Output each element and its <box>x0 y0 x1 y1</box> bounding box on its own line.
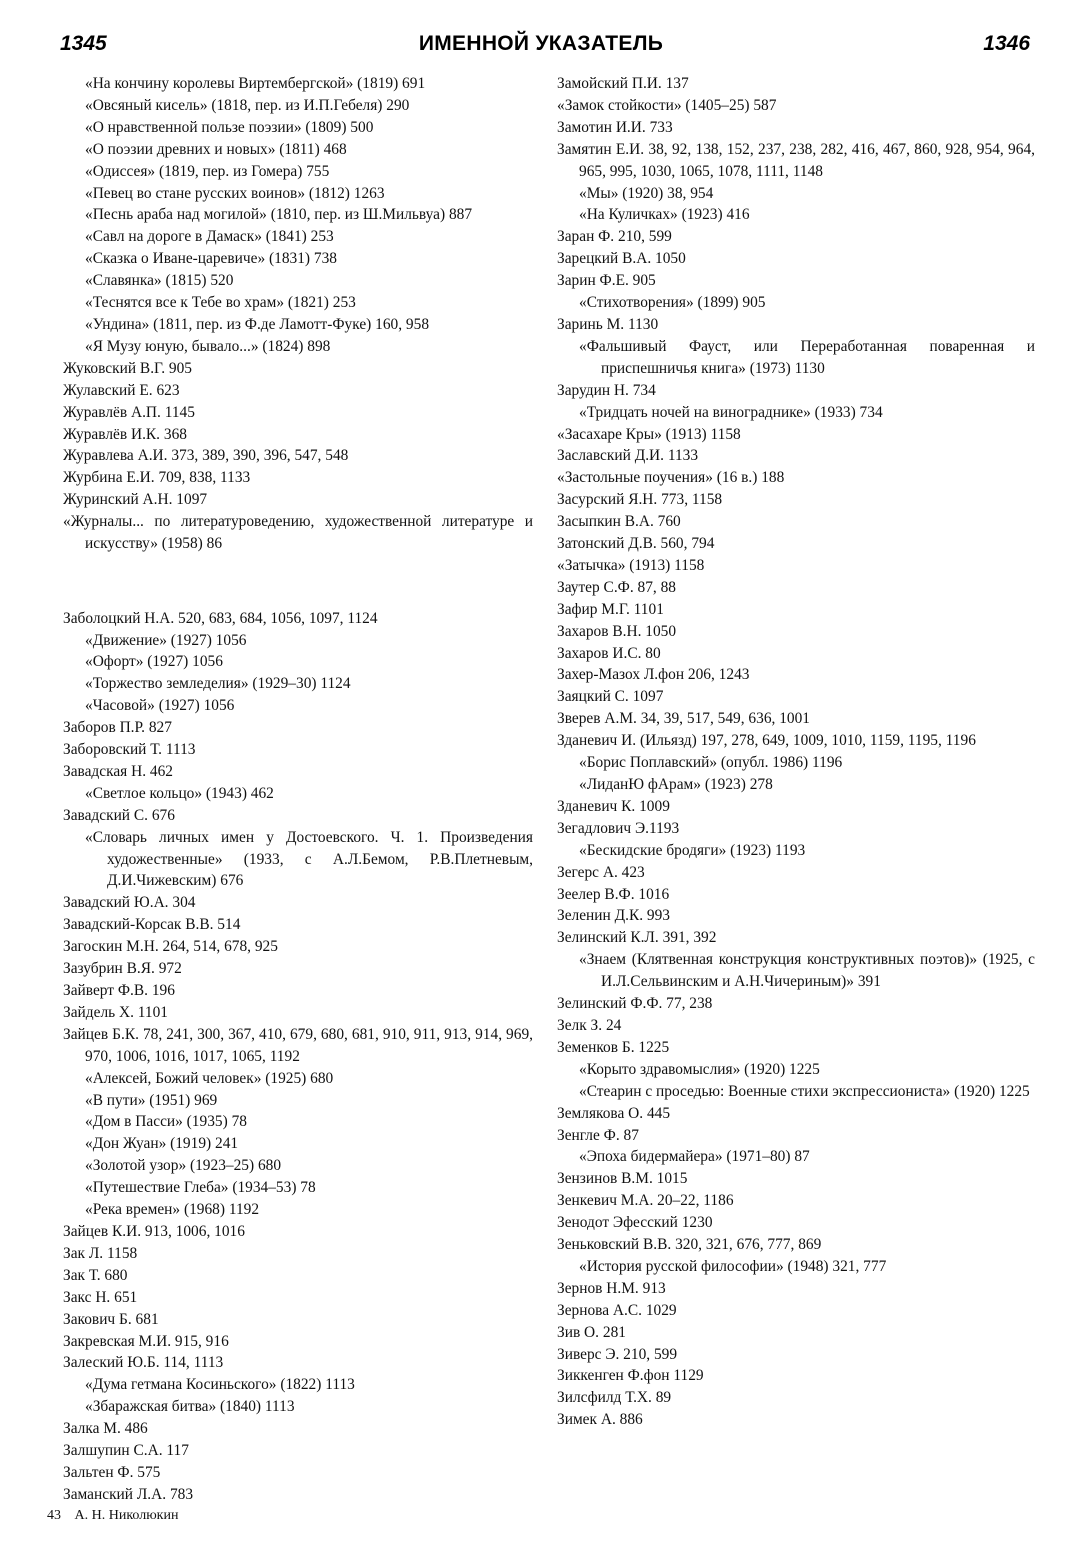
index-entry: Захаров В.Н. 1050 <box>557 622 677 640</box>
index-subentry: «Тридцать ночей на винограднике» (1933) 734 <box>579 403 883 421</box>
index-entry: Закович Б. 681 <box>63 1310 159 1328</box>
index-entry: Зеленин Д.К. 993 <box>557 907 671 925</box>
index-entry: Зайверт Ф.В. 196 <box>63 982 175 1000</box>
index-entry: Зелинский К.Л. 391, 392 <box>557 929 717 947</box>
index-subentry: «В пути» (1951) 969 <box>85 1091 218 1109</box>
page-number-right: 1346 <box>983 32 1030 55</box>
index-subentry: «Борис Поплавский» (опубл. 1986) 1196 <box>579 754 843 772</box>
index-entry: Засурский Я.Н. 773, 1158 <box>557 491 723 509</box>
index-entry: Зенкевич М.А. 20–22, 1186 <box>557 1192 734 1210</box>
index-entry: Зив О. 281 <box>557 1323 626 1341</box>
page-title: ИМЕННОЙ УКАЗАТЕЛЬ <box>418 32 664 55</box>
index-subentry: «Алексей, Божий человек» (1925) 680 <box>85 1069 334 1087</box>
index-entry: Зелк З. 24 <box>557 1016 622 1034</box>
index-subentry: «Словарь личных имен у Достоевского. Ч. 1. Произведения художественные» (1933, с А.Л.Бемом, Р.В.Плетневым, Д.И.Чижевским) 676 <box>85 828 533 890</box>
index-subentry: «О нравственной пользе поэзии» (1809) 500 <box>85 118 374 136</box>
index-subentry: «Часовой» (1927) 1056 <box>85 697 235 715</box>
index-entry: Заславский Д.И. 1133 <box>557 447 699 465</box>
index-entry: Замойский П.И. 137 <box>557 75 689 92</box>
index-entry: Зелинский Ф.Ф. 77, 238 <box>557 995 713 1013</box>
index-subentry: «Знаем (Клятвенная конструкция конструктивных поэтов)» (1925, с И.Л.Сельвинским и А.Н.Чичериным)» 391 <box>579 951 1035 991</box>
index-entry: Заманский Л.А. 783 <box>63 1485 194 1503</box>
index-subentry: «Стихотворения» (1899) 905 <box>579 294 766 312</box>
index-subentry: «Стеарин с проседью: Военные стихи экспрессиониста» (1920) 1225 <box>579 1082 1030 1100</box>
index-entry: Зегерс А. 423 <box>557 863 645 881</box>
index-entry: Зарудин Н. 734 <box>557 381 656 399</box>
index-subentry: «Светлое кольцо» (1943) 462 <box>85 784 274 802</box>
index-entry: Замятин Е.И. 38, 92, 138, 152, 237, 238, 282, 416, 467, 860, 928, 954, 964, 965, 995, 1030, 1065, 1078, 1111, 1148 <box>557 140 1035 180</box>
index-entry: Залеский Ю.Б. 114, 1113 <box>63 1354 224 1372</box>
index-entry: Журавлева А.И. 373, 389, 390, 396, 547, 548 <box>63 447 349 465</box>
index-entry: Заутер С.Ф. 87, 88 <box>557 578 676 596</box>
index-entry: Зенодот Эфесский 1230 <box>557 1214 713 1232</box>
index-entry: Захаров И.С. 80 <box>557 644 661 662</box>
index-subentry: «ЛиданЮ фАрам» (1923) 278 <box>579 776 773 793</box>
index-entry: Зензинов В.М. 1015 <box>557 1170 688 1188</box>
index-entry: Земенков Б. 1225 <box>557 1038 670 1056</box>
index-subentry: «О поэзии древних и новых» (1811) 468 <box>85 140 347 158</box>
index-entry: Зданевич К. 1009 <box>557 797 670 815</box>
index-entry: Заборов П.Р. 827 <box>63 719 172 737</box>
index-column-left <box>63 73 533 1506</box>
index-entry: Заяцкий С. 1097 <box>557 688 664 706</box>
index-entry: Зенгле Ф. 87 <box>557 1126 639 1144</box>
index-entry: Затонский Д.В. 560, 794 <box>557 535 715 553</box>
index-entry: Жулавский Е. 623 <box>63 381 180 399</box>
index-subentry: «Песнь араба над могилой» (1810, пер. из Ш.Мильвуа) 887 <box>85 206 473 224</box>
index-entry: Завадский С. 676 <box>63 806 175 824</box>
index-subentry: «Эпоха бидермайера» (1971–80) 87 <box>579 1148 810 1166</box>
index-entry: Зернова А.С. 1029 <box>557 1301 677 1319</box>
index-subentry: «Теснятся все к Тебе во храм» (1821) 253 <box>85 294 356 312</box>
index-entry: «Застольные поучения» (16 в.) 188 <box>557 469 785 487</box>
index-entry: Завадский-Корсак В.В. 514 <box>63 916 241 934</box>
index-entry: Зайцев К.И. 913, 1006, 1016 <box>63 1222 245 1240</box>
index-entry: Зарецкий В.А. 1050 <box>557 250 686 268</box>
index-subentry: «Путешествие Глеба» (1934–53) 78 <box>85 1179 316 1197</box>
index-subentry: «На Куличках» (1923) 416 <box>579 206 750 224</box>
index-subentry: «История русской философии» (1948) 321, 777 <box>579 1257 887 1275</box>
index-column-right <box>557 73 1035 1431</box>
index-entry: Завадский Ю.А. 304 <box>63 894 196 912</box>
index-entry: Зеелер В.Ф. 1016 <box>557 885 670 903</box>
index-entry: Заболоцкий Н.А. 520, 683, 684, 1056, 1097, 1124 <box>63 609 378 627</box>
index-subentry: «Корыто здравомыслия» (1920) 1225 <box>579 1060 820 1078</box>
index-entry: «Замок стойкости» (1405–25) 587 <box>557 96 777 114</box>
index-entry: Залка М. 486 <box>63 1420 148 1438</box>
index-entry: Зверев А.М. 34, 39, 517, 549, 636, 1001 <box>557 710 810 728</box>
index-entry: Зданевич И. (Ильязд) 197, 278, 649, 1009, 1010, 1159, 1195, 1196 <box>557 732 976 750</box>
index-subentry: «Сказка о Иване-царевиче» (1831) 738 <box>85 250 337 268</box>
index-entry: Залшупин С.А. 117 <box>63 1442 189 1460</box>
index-entry: Журинский А.Н. 1097 <box>63 491 208 509</box>
index-entry: Зазубрин В.Я. 972 <box>63 960 182 978</box>
index-entry: Зафир М.Г. 1101 <box>557 600 664 618</box>
index-subentry: «Фальшивый Фауст, или Переработанная поваренная и приспешничья книга» (1973) 1130 <box>579 337 1035 377</box>
index-entry: Зак Л. 1158 <box>63 1244 138 1262</box>
index-entry: Захер-Мазох Л.фон 206, 1243 <box>557 666 750 684</box>
index-entry: «Засахаре Кры» (1913) 1158 <box>557 425 741 443</box>
index-entry: Зальтен Ф. 575 <box>63 1463 161 1481</box>
index-subentry: «Збаражская битва» (1840) 1113 <box>85 1398 295 1416</box>
index-entry: Зак Т. 680 <box>63 1266 128 1284</box>
index-subentry: «Славянка» (1815) 520 <box>85 272 234 290</box>
section-gap <box>63 570 533 592</box>
index-entry: Зиккенген Ф.фон 1129 <box>557 1367 704 1385</box>
index-entry: Журавлёв А.П. 1145 <box>63 403 195 421</box>
index-entry: Зиверс Э. 210, 599 <box>557 1345 678 1363</box>
index-entry: Жуковский В.Г. 905 <box>63 359 192 377</box>
index-subentry: «Бескидские бродяги» (1923) 1193 <box>579 841 806 859</box>
index-subentry: «Торжество земледелия» (1929–30) 1124 <box>85 675 351 693</box>
index-subentry: «Ундина» (1811, пер. из Ф.де Ламотт-Фуке) 160, 958 <box>85 315 430 333</box>
index-entry: Засыпкин В.А. 760 <box>557 513 681 531</box>
signature-number: 43 <box>47 1508 61 1523</box>
index-subentry: «На кончину королевы Виртембергской» (1819) 691 <box>85 75 426 92</box>
index-entry: Заран Ф. 210, 599 <box>557 228 672 246</box>
index-entry: Журавлёв И.К. 368 <box>63 425 187 443</box>
index-entry: Зернов Н.М. 913 <box>557 1279 666 1297</box>
footer-signature <box>47 1508 178 1524</box>
index-entry: Завадская Н. 462 <box>63 762 173 780</box>
index-entry: Замотин И.И. 733 <box>557 118 673 136</box>
index-subentry: «Дума гетмана Косиньского» (1822) 1113 <box>85 1376 355 1394</box>
index-subentry: «Дон Жуан» (1919) 241 <box>85 1135 239 1153</box>
index-subentry: «Движение» (1927) 1056 <box>85 631 247 649</box>
index-entry: Зайдель Х. 1101 <box>63 1003 169 1021</box>
index-entry: Закс Н. 651 <box>63 1288 138 1306</box>
index-entry: Заринь М. 1130 <box>557 315 659 333</box>
index-entry: Зегадлович Э.1193 <box>557 819 680 837</box>
index-entry: Зилсфилд Т.Х. 89 <box>557 1389 672 1407</box>
index-subentry: «Мы» (1920) 38, 954 <box>579 184 714 202</box>
index-entry: Зимек А. 886 <box>557 1411 643 1429</box>
index-subentry: «Овсяный кисель» (1818, пер. из И.П.Гебеля) 290 <box>85 96 410 114</box>
index-entry: Загоскин М.Н. 264, 514, 678, 925 <box>63 938 278 956</box>
index-subentry: «Савл на дороге в Дамаск» (1841) 253 <box>85 228 334 246</box>
index-subentry: «Река времен» (1968) 1192 <box>85 1201 260 1219</box>
signature-author: А. Н. Николюкин <box>74 1508 179 1523</box>
index-entry: Заборовский Т. 1113 <box>63 741 196 759</box>
index-entry: Зайцев Б.К. 78, 241, 300, 367, 410, 679, 680, 681, 910, 911, 913, 914, 969, 970, 1006, 1016, 1017, 1065, 1192 <box>63 1025 533 1065</box>
page-number-left: 1345 <box>60 32 107 55</box>
index-subentry: «Я Музу юную, бывало...» (1824) 898 <box>85 337 331 355</box>
index-subentry: «Одиссея» (1819, пер. из Гомера) 755 <box>85 162 330 180</box>
index-entry: Журбина Е.И. 709, 838, 1133 <box>63 469 251 487</box>
index-entry: Землякова О. 445 <box>557 1104 671 1122</box>
index-subentry: «Певец во стане русских воинов» (1812) 1263 <box>85 184 385 202</box>
index-subentry: «Офорт» (1927) 1056 <box>85 653 223 671</box>
index-subentry: «Золотой узор» (1923–25) 680 <box>85 1157 282 1175</box>
index-entry: Закревская М.И. 915, 916 <box>63 1332 229 1350</box>
index-subentry: «Дом в Пасси» (1935) 78 <box>85 1113 247 1131</box>
index-entry: Зарин Ф.Е. 905 <box>557 272 656 290</box>
index-entry: «Затычка» (1913) 1158 <box>557 556 705 574</box>
index-entry: Зеньковский В.В. 320, 321, 676, 777, 869 <box>557 1236 822 1254</box>
index-entry: «Журналы... по литературоведению, художественной литературе и искусству» (1958) 86 <box>63 513 533 553</box>
